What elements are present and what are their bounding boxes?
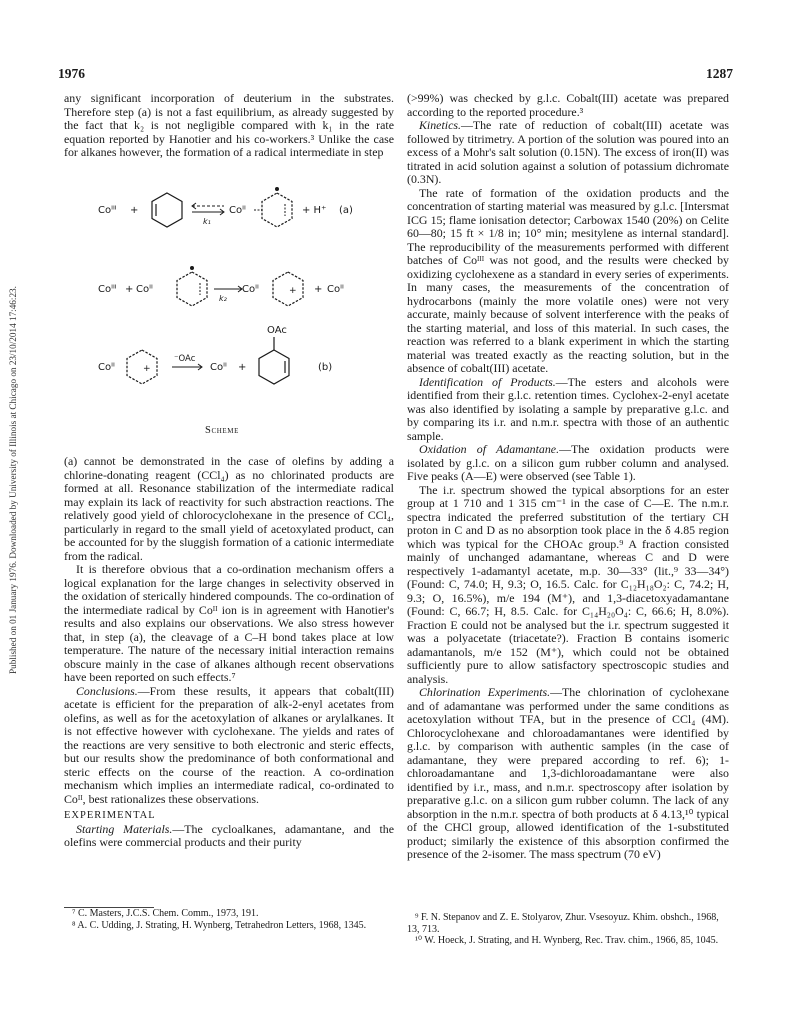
paragraph: (>99%) was checked by g.l.c. Cobalt(III) acetate was prepared according to the reported procedure.³ xyxy=(407,91,729,119)
cobalt-ii-label: Coᴵᴵ xyxy=(242,284,259,295)
run-in-heading: Conclusions. xyxy=(76,683,138,698)
paragraph xyxy=(407,686,729,862)
plus-sign: + xyxy=(130,205,139,216)
allyl-cation-complex xyxy=(273,272,303,306)
paragraph: any significant incorporation of deuterium in the substrates. Therefore step (a) is not a fast equilibrium, as already suggested by the fact that k₂ is not negligible compared with k₁ in the rate equation reported by Hanotier and his co-workers.³ Unlike the case for alkanes however, the formation of a radical intermediate in step xyxy=(64,91,394,159)
run-in-heading: Kinetics. xyxy=(419,118,461,132)
paragraph: The rate of formation of the oxidation products and the concentration of starting material was measured by g.l.c. [Intersmat ICG 15; flame ionisation detector; Carbowax 1540 (20%) on Celite 60—80; 15 ft × 1/8 in; 10° min; mesitylene as internal standard]. The reproducibility of the measurements performed with different batches of Coᴵᴵᴵ was not good, and the results were checked by oxidizing cyclohexene as a standard in every series of experiments. In many cases, the measurements of the concentration of hydrocarbons (mainly the more volatile ones) were not very accurate, mainly because of solvent interference with the peaks of the starting material, and loss of this material. In such cases, the reaction was referred to a blank experiment in which the starting material was treated exactly as the reacting solution, but in the absence of cobalt(III) acetate. xyxy=(407,185,729,375)
cobalt-ii-label: Coᴵᴵ xyxy=(229,205,246,216)
acetate-reagent-label: ⁻OAc xyxy=(174,354,196,364)
cyclohexene-ring xyxy=(152,193,182,227)
h-plus-label: + H⁺ xyxy=(302,205,327,216)
equilibrium-arrow xyxy=(192,203,224,215)
paragraph-text: —From these results, it appears that cobalt(III) acetate is efficient for the preparation of alk-2-enyl acetates from olefins, as well as for the acetoxylation of alkanes or arylalkanes. It is not effective however with cyclohexane. The yields and rates of the reactions are very sensitive to both electronic and steric effects, but our results show the predominance of both conformational and steric effects on the course of the reaction. A co-ordination mechanism which implies an intermediate radical, co-ordinated to Coᴵᴵ, best rationalizes these observations. xyxy=(64,683,394,806)
reaction-arrow xyxy=(214,286,242,292)
cobalt-ii-label: Coᴵᴵ xyxy=(210,362,227,373)
k2-label: k₂ xyxy=(219,294,227,303)
paragraph xyxy=(407,443,729,484)
allyl-cation-complex xyxy=(127,350,157,384)
k1-label: k₁ xyxy=(203,217,211,226)
footnote: ⁷ C. Masters, J.C.S. Chem. Comm., 1973, 191. xyxy=(72,908,259,919)
scheme-caption: Scheme xyxy=(205,425,239,436)
plus-sign: + xyxy=(125,284,134,295)
coordinated-radical-ring xyxy=(177,266,207,306)
right-column xyxy=(407,92,729,862)
paragraph: It is therefore obvious that a co-ordination mechanism offers a logical explanation for the large changes in selectivity observed in the oxidation of sterically hindered compounds. The co-ordination of the intermediate radical by Coᴵᴵ ion is in agreement with Hanotier's results and also explains our observations. We also stress however that, in step (a), the cleavage of a C–H bond takes place at low temperature. The nature of the necessary initial interaction remains obscure mainly in the case of alkanes although recent observations have been reported on such effects.⁷ xyxy=(64,562,394,684)
cobalt-ii-label: Coᴵᴵ xyxy=(98,362,115,373)
step-b-label: (b) xyxy=(318,362,333,373)
reaction-scheme xyxy=(92,170,392,430)
paragraph: The i.r. spectrum showed the typical absorptions for an ester group at 1 710 and 1 315 cm⁻¹ in the case of C—E. The n.m.r. spectra indicated the preferred substitution of the tertiary CH proton in C and D as no absorption took place in the δ 4.85 region which was typical for the CHOAc group.⁹ A fraction consisted mainly of unchanged adamantane, whereas C and D were respectively 1-adamantyl acetate, m.p. 30—33° (lit.,⁹ 33—34°) (Found: C, 74.0; H, 9.3; O, 16.5. Calc. for C₁₂H₁₈O₂: C, 74.2; H, 9.3; O, 16.5%), m/e 194 (M⁺), and 1,3-diacetoxyadamantane (Found: C, 66.7; H, 8.5. Calc. for C₁₄H₂₀O₄: C, 66.6; H, 8.0%). Fraction E could not be analysed but the i.r. spectrum suggested it was a polyacetate (triacetate?). Fraction B contains isomeric adamantanols, m/e 152 (M⁺), which could not be obtained sufficiently pure to allow satisfactory spectroscopic studies and analysis. xyxy=(407,482,729,686)
run-in-heading: Identification of Products. xyxy=(419,374,556,389)
run-in-heading: Starting Materials. xyxy=(76,821,173,836)
cobalt-ii-label: Coᴵᴵ xyxy=(136,284,153,295)
footnote: ⁸ A. C. Udding, J. Strating, H. Wynberg, Tetrahedron Letters, 1968, 1345. xyxy=(72,919,367,931)
paragraph-text: —The chlorination of cyclohexane and of adamantane was performed under the same conditions as acetoxylation without TFA, but in the presence of CCl₄ (4M). Chlorocyclohexane and chloroadamantanes were identified by g.l.c. by comparison with authentic samples (in the case of adamantane, they were prepared according to ref. 6); 1-chloroadamantane and 1,3-dichloroadamantane were also identified by i.r., mass, and n.m.r. spectroscopy after isolation by preparative g.l.c. on a silicon gum rubber column. The lack of any absorption in the n.m.r. spectra of both products at δ 4.13,¹⁰ typical of the CHCl group, allowed identification of the 1-substituted product; similarly the existence of this absorption confirmed the presence of the 2-isomer. The mass spectrum (70 eV) xyxy=(407,685,730,861)
footnote: ¹⁰ W. Hoeck, J. Strating, and H. Wynberg, Rec. Trav. chim., 1966, 85, 1045. xyxy=(415,935,719,947)
paragraph: (a) cannot be demonstrated in the case of olefins by adding a chlorine-donating reagent (CCl₄) as no chlorinated products are formed at all. Resonance stabilization of the intermediate radical may explain its lack of reactivity for such abstraction reactions. The relatively good yield of chlorocyclohexane in the presence of CCl₄, particularly in regard to the small yield of acetoxylated product, can be accounted for by the sluggish formation of a cationic intermediate from the radical. xyxy=(64,454,394,563)
reaction-arrow xyxy=(172,364,202,370)
cyclohexenyl-acetate-ring xyxy=(259,337,289,384)
oac-substituent-label: OAc xyxy=(267,325,287,336)
svg-text:+: + xyxy=(143,364,151,374)
run-in-heading: Chlorination Experiments. xyxy=(419,685,551,699)
paragraph xyxy=(407,119,729,187)
cobalt-iii-label: Coᴵᴵᴵ xyxy=(98,284,117,295)
run-in-heading: Oxidation of Adamantane. xyxy=(419,442,560,456)
svg-text:+: + xyxy=(289,286,297,296)
paragraph xyxy=(64,823,394,850)
paragraph-text: —The rate of reduction of cobalt(III) acetate was followed by titrimetry. A portion of the solution was poured into an excess of a Mohr's salt solution (0.15N). The excess of iron(II) was titrated in acid solution against a solution of potassium dichromate (0.3N). xyxy=(407,118,729,186)
paragraph-text: —The esters and alcohols were identified from their g.l.c. retention times. Cyclohex-2-enyl acetate was also identified by isolating a sample by preparative g.l.c. and by comparing its i.r. and n.m.r. spectra with those of an authentic sample. xyxy=(407,374,729,443)
right-footnotes xyxy=(407,912,729,947)
left-footnotes xyxy=(64,908,394,931)
left-column-top xyxy=(64,92,394,160)
paragraph xyxy=(64,685,394,807)
page-number: 1287 xyxy=(706,66,733,81)
paragraph xyxy=(407,376,729,444)
paragraph-text: —The cycloalkanes, adamantane, and the olefins were commercial products and their purity xyxy=(64,821,394,849)
year-header: 1976 xyxy=(58,66,85,81)
cobalt-iii-label: Coᴵᴵᴵ xyxy=(98,205,117,216)
coordinated-radical-ring xyxy=(254,187,292,227)
sidebar-text: Published on 01 January 1976. Downloaded by University of Illinois at Chicago on 23/10/2014 17:46:23. xyxy=(8,286,18,674)
section-heading: EXPERIMENTAL xyxy=(64,810,156,821)
plus-sign: + xyxy=(314,284,323,295)
paragraph-text: —The oxidation products were isolated by g.l.c. on a silicon gum rubber column and analysed. Five peaks (A—E) were observed (see Table 1). xyxy=(407,442,729,483)
cobalt-ii-label: Coᴵᴵ xyxy=(327,284,344,295)
sidebar-notice xyxy=(6,130,20,830)
left-column-body xyxy=(64,455,394,850)
footnote: ⁹ F. N. Stepanov and Z. E. Stolyarov, Zhur. Vsesoyuz. Khim. obshch., 1968, 13, 713. xyxy=(407,912,719,935)
step-a-label: (a) xyxy=(339,205,353,216)
plus-sign: + xyxy=(238,362,247,373)
